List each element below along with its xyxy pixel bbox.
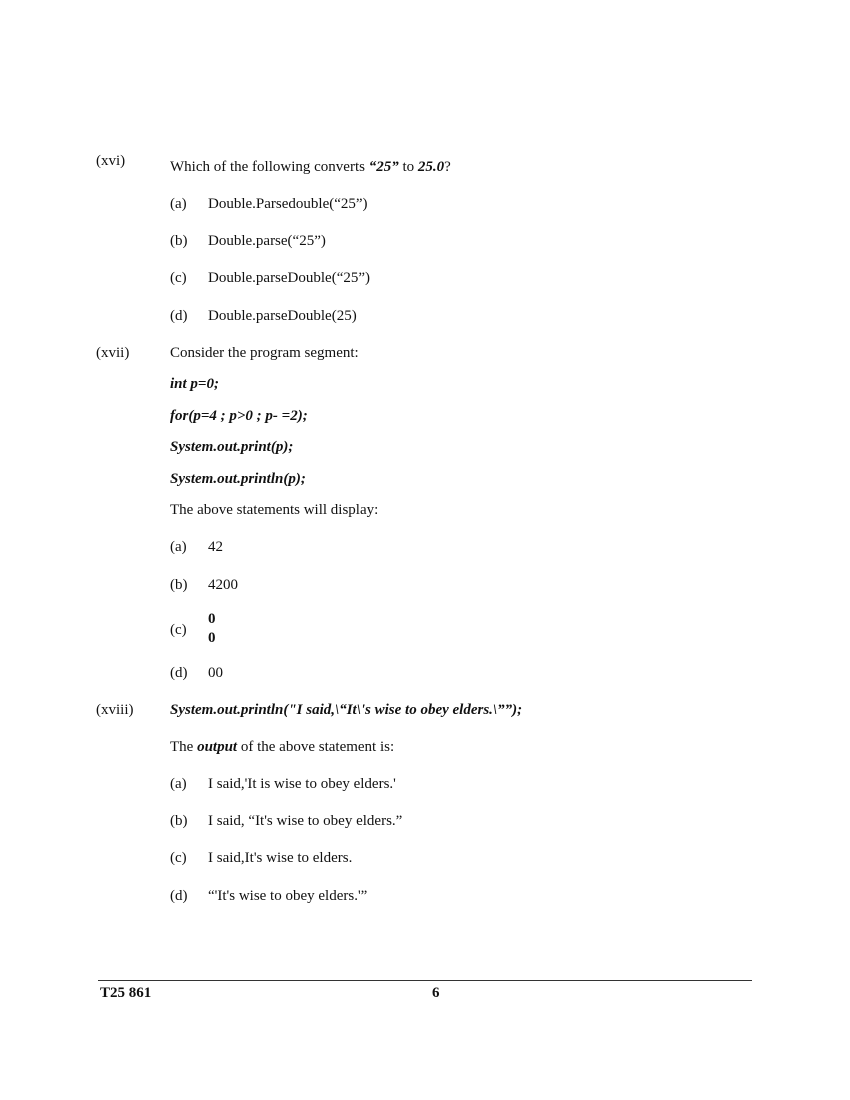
question-prompt-xvii: The above statements will display: (170, 502, 379, 518)
option-text-c-line-2: 0 (208, 630, 216, 646)
question-prompt-xviii (170, 737, 394, 757)
option-text-c: I said,It's wise to elders. (208, 850, 353, 866)
code-line-1: int p=0; (170, 376, 219, 392)
question-stem-xvii: Consider the program segment: (170, 345, 359, 361)
option-text-d: “'It's wise to obey elders.'” (208, 888, 368, 904)
question-number-xviii: (xviii) (96, 702, 134, 718)
option-label-c: (c) (170, 270, 187, 286)
option-label-b: (b) (170, 813, 188, 829)
page-number: 6 (432, 985, 440, 1001)
prompt-emphasis: output (197, 739, 238, 755)
option-text-b: I said, “It's wise to obey elders.” (208, 813, 403, 829)
prompt-text: The (170, 739, 198, 755)
code-line-3: System.out.print(p); (170, 439, 294, 455)
option-label-a: (a) (170, 196, 187, 212)
footer-divider (98, 980, 752, 981)
option-label-d: (d) (170, 308, 188, 324)
code-line-2: for(p=4 ; p>0 ; p- =2); (170, 408, 308, 424)
option-text-a: 42 (208, 539, 223, 555)
stem-text-to: to (398, 159, 418, 175)
code-line-4: System.out.println(p); (170, 471, 306, 487)
prompt-text-end: of the above statement is: (237, 739, 395, 755)
option-text-b: Double.parse(“25”) (208, 233, 326, 249)
option-label-c: (c) (170, 622, 187, 638)
stem-value-double: 25.0 (417, 159, 445, 175)
option-label-d: (d) (170, 888, 188, 904)
option-text-d: 00 (208, 665, 223, 681)
option-label-d: (d) (170, 665, 188, 681)
option-text-d: Double.parseDouble(25) (208, 308, 357, 324)
stem-value-string: “25” (368, 159, 399, 175)
option-text-a: Double.Parsedouble(“25”) (208, 196, 368, 212)
option-text-c: Double.parseDouble(“25”) (208, 270, 371, 286)
option-label-b: (b) (170, 577, 188, 593)
option-text-b: 4200 (208, 577, 238, 593)
stem-text: Which of the following converts (170, 159, 369, 175)
code-statement: System.out.println("I said,\“It\'s wise to obey elders.\””); (170, 702, 523, 718)
question-number-xvii: (xvii) (96, 345, 130, 361)
question-stem-xvi (170, 157, 451, 177)
option-text-c-line-1: 0 (208, 611, 216, 627)
stem-question-mark: ? (444, 159, 451, 175)
option-label-a: (a) (170, 539, 187, 555)
paper-code: T25 861 (100, 985, 152, 1001)
option-label-b: (b) (170, 233, 188, 249)
option-label-c: (c) (170, 850, 187, 866)
option-label-a: (a) (170, 776, 187, 792)
option-text-a: I said,'It is wise to obey elders.' (208, 776, 396, 792)
question-number-xvi: (xvi) (96, 153, 126, 169)
